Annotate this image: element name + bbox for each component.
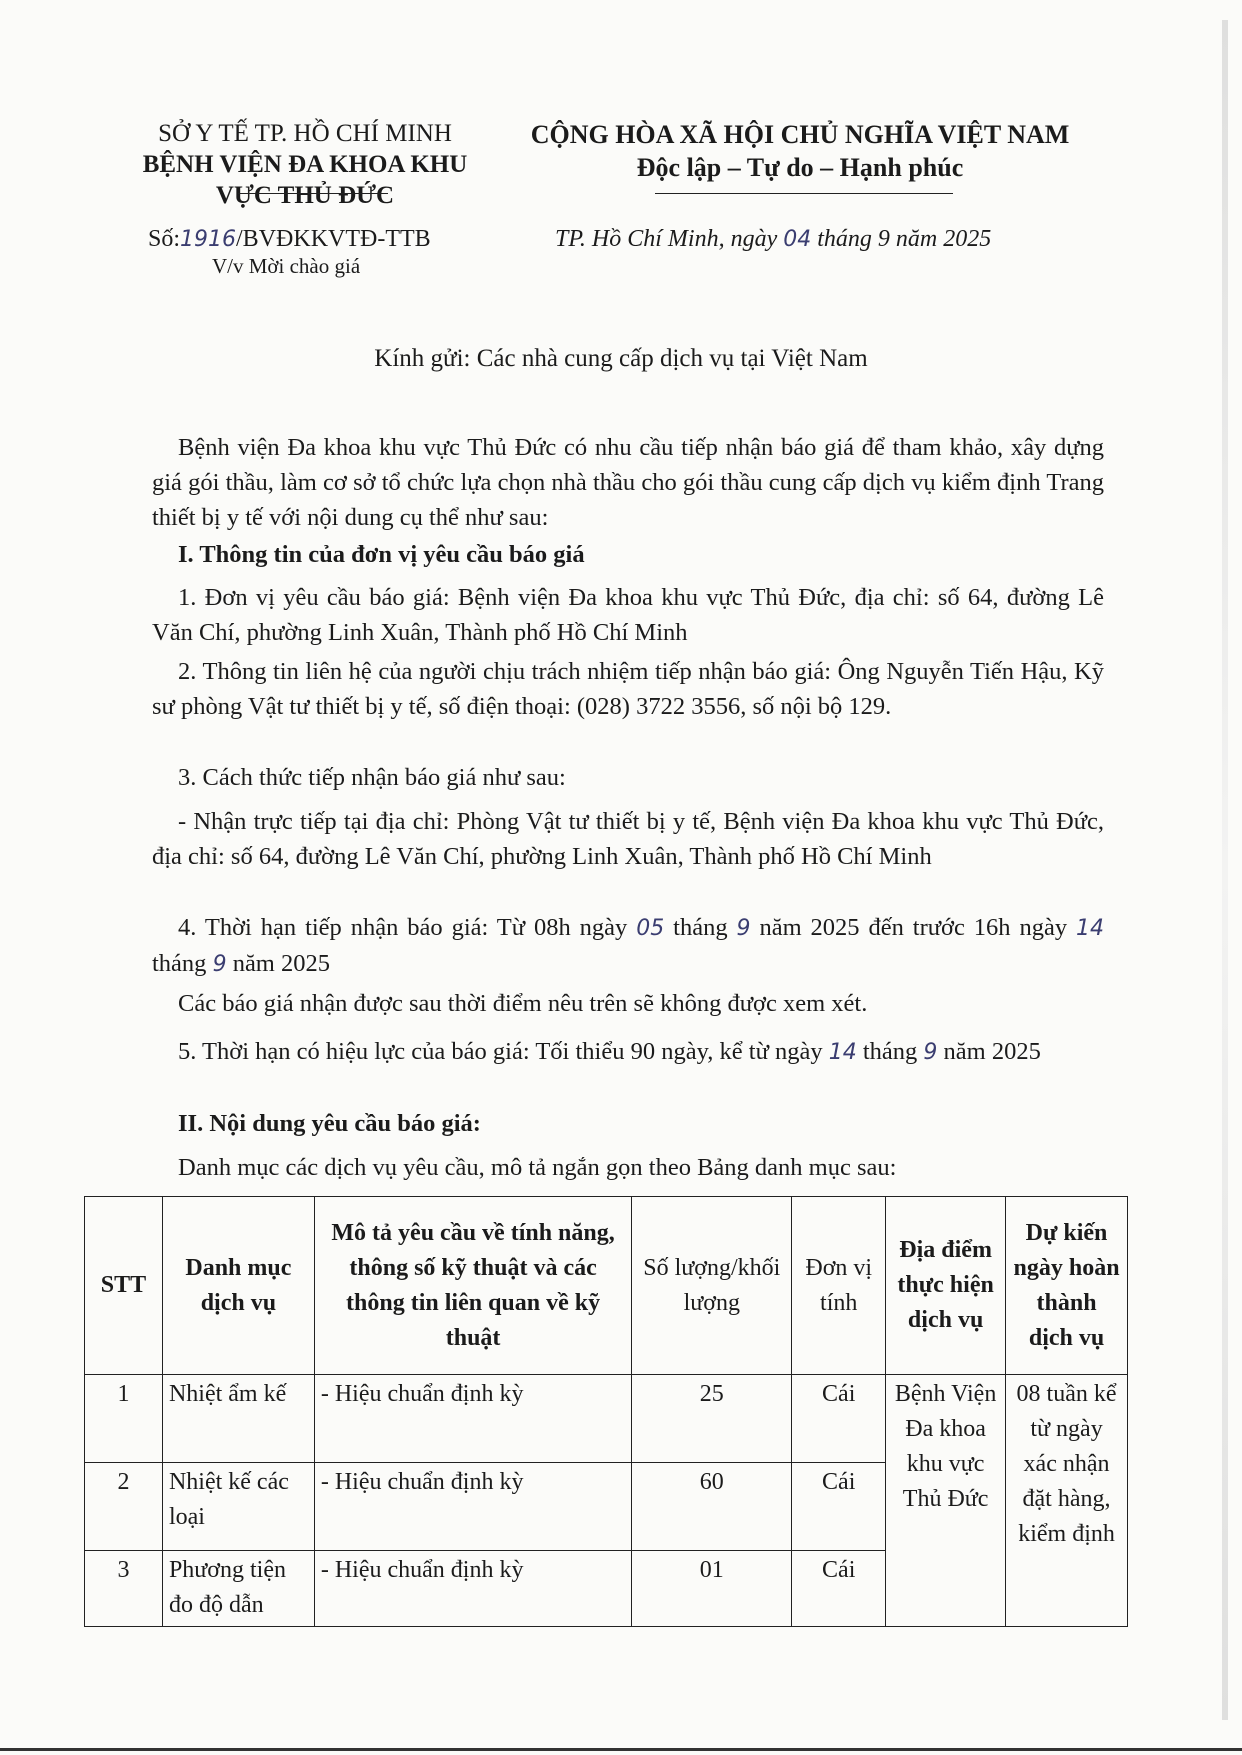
header-completion: Dự kiến ngày hoàn thành dịch vụ xyxy=(1006,1197,1128,1375)
item4-text1: 4. Thời hạn tiếp nhận báo giá: Từ 08h ngày xyxy=(178,914,637,941)
row2-service: Nhiệt kế các loại xyxy=(162,1463,314,1551)
item5-day-handwritten: 14 xyxy=(828,1040,857,1065)
national-motto-block xyxy=(500,118,1100,184)
section1-item1: 1. Đơn vị yêu cầu báo giá: Bệnh viện Đa khoa khu vực Thủ Đức, địa chỉ: số 64, đường Lê Văn Chí, phường Linh Xuân, Thành phố Hồ Chí Minh xyxy=(152,584,1104,646)
item4-month2-handwritten: 9 xyxy=(212,952,227,977)
issuer-hospital-line1: BỆNH VIỆN ĐA KHOA KHU xyxy=(142,151,468,178)
item5-text3: năm 2025 xyxy=(937,1038,1041,1065)
doc-number-prefix: Số: xyxy=(148,226,181,252)
section1-item5 xyxy=(152,1034,1104,1070)
item5-text1: 5. Thời hạn có hiệu lực của báo giá: Tối thiểu 90 ngày, kể từ ngày xyxy=(178,1038,829,1065)
section2-lead: Danh mục các dịch vụ yêu cầu, mô tả ngắn gọn theo Bảng danh mục sau: xyxy=(178,1154,897,1181)
row3-stt: 3 xyxy=(85,1551,163,1627)
item4-text5: năm 2025 xyxy=(226,950,330,977)
location-merged-cell: Bệnh Viện Đa khoa khu vực Thủ Đức xyxy=(886,1375,1006,1627)
item4-day2-handwritten: 14 xyxy=(1076,916,1105,941)
item5-text2: tháng xyxy=(856,1038,924,1065)
item4-month1-handwritten: 9 xyxy=(736,916,751,941)
document-subject: V/v Mời chào giá xyxy=(212,254,361,278)
header-unit: Đơn vị tính xyxy=(792,1197,886,1375)
table-header-row xyxy=(85,1197,1128,1375)
national-motto: Độc lập – Tự do – Hạnh phúc xyxy=(636,153,964,182)
completion-merged-cell: 08 tuần kể từ ngày xác nhận đặt hàng, kiểm định xyxy=(1006,1375,1128,1627)
doc-number-handwritten: 1916 xyxy=(180,227,237,252)
row1-unit: Cái xyxy=(792,1375,886,1463)
date-before: TP. Hồ Chí Minh, ngày xyxy=(555,226,784,252)
section1-item2: 2. Thông tin liên hệ của người chịu trách nhiệm tiếp nhận báo giá: Ông Nguyễn Tiến Hậu, Kỹ sư phòng Vật tư thiết bị y tế, số điện thoại: (028) 3722 3556, số nội bộ 129. xyxy=(152,658,1104,720)
row1-description: - Hiệu chuẩn định kỳ xyxy=(314,1375,632,1463)
header-service: Danh mục dịch vụ xyxy=(162,1197,314,1375)
section2-title: II. Nội dung yêu cầu báo giá: xyxy=(178,1110,481,1137)
row1-stt: 1 xyxy=(85,1375,163,1463)
item4-text2: tháng xyxy=(664,914,737,941)
item5-month-handwritten: 9 xyxy=(923,1040,938,1065)
issuer-underline xyxy=(238,193,388,194)
services-table xyxy=(84,1196,1128,1627)
date-line xyxy=(555,226,991,253)
item4-text3: năm 2025 đến trước 16h ngày xyxy=(750,914,1077,941)
document-number xyxy=(148,226,431,253)
row1-service: Nhiệt ẩm kế xyxy=(162,1375,314,1463)
doc-number-suffix: /BVĐKKVTĐ-TTB xyxy=(236,226,431,252)
issuer-block xyxy=(110,118,500,211)
row3-description: - Hiệu chuẩn định kỳ xyxy=(314,1551,632,1627)
section1-note: Các báo giá nhận được sau thời điểm nêu trên sẽ không được xem xét. xyxy=(178,990,868,1017)
scan-bottom-edge xyxy=(0,1748,1242,1751)
section1-item3-detail: - Nhận trực tiếp tại địa chỉ: Phòng Vật tư thiết bị y tế, Bệnh viện Đa khoa khu vực Thủ Đức, địa chỉ: số 64, đường Lê Văn Chí, phường Linh Xuân, Thành phố Hồ Chí Minh xyxy=(152,808,1104,870)
row2-description: - Hiệu chuẩn định kỳ xyxy=(314,1463,632,1551)
issuer-department: SỞ Y TẾ TP. HỒ CHÍ MINH xyxy=(158,120,452,147)
date-day-handwritten: 04 xyxy=(783,227,812,252)
row1-quantity: 25 xyxy=(632,1375,792,1463)
item4-day1-handwritten: 05 xyxy=(636,916,665,941)
section1-item4 xyxy=(152,910,1104,982)
row3-unit: Cái xyxy=(792,1551,886,1627)
table-row xyxy=(85,1375,1128,1463)
header-quantity: Số lượng/khối lượng xyxy=(632,1197,792,1375)
recipient-line: Kính gửi: Các nhà cung cấp dịch vụ tại Việt Nam xyxy=(374,345,868,372)
row2-stt: 2 xyxy=(85,1463,163,1551)
row2-quantity: 60 xyxy=(632,1463,792,1551)
date-after: tháng 9 năm 2025 xyxy=(811,226,992,252)
header-description: Mô tả yêu cầu về tính năng, thông số kỹ thuật và các thông tin liên quan về kỹ thuật xyxy=(314,1197,632,1375)
row3-quantity: 01 xyxy=(632,1551,792,1627)
issuer-hospital-line2: VỰC THỦ ĐỨC xyxy=(215,182,395,209)
intro-paragraph: Bệnh viện Đa khoa khu vực Thủ Đức có nhu cầu tiếp nhận báo giá để tham khảo, xây dựng giá gói thầu, làm cơ sở tổ chức lựa chọn nhà thầu cho gói thầu cung cấp dịch vụ kiểm định Trang thiết bị y tế với nội dung cụ thể như sau: xyxy=(152,434,1104,531)
scan-edge-shadow xyxy=(1222,20,1228,1720)
header-stt: STT xyxy=(85,1197,163,1375)
motto-underline xyxy=(655,193,953,194)
row3-service: Phương tiện đo độ dẫn xyxy=(162,1551,314,1627)
national-title: CỘNG HÒA XÃ HỘI CHỦ NGHĨA VIỆT NAM xyxy=(530,120,1070,149)
section1-title: I. Thông tin của đơn vị yêu cầu báo giá xyxy=(178,541,585,568)
header-location: Địa điểm thực hiện dịch vụ xyxy=(886,1197,1006,1375)
section1-item3: 3. Cách thức tiếp nhận báo giá như sau: xyxy=(178,764,566,791)
item4-text4: tháng xyxy=(152,950,213,977)
row2-unit: Cái xyxy=(792,1463,886,1551)
